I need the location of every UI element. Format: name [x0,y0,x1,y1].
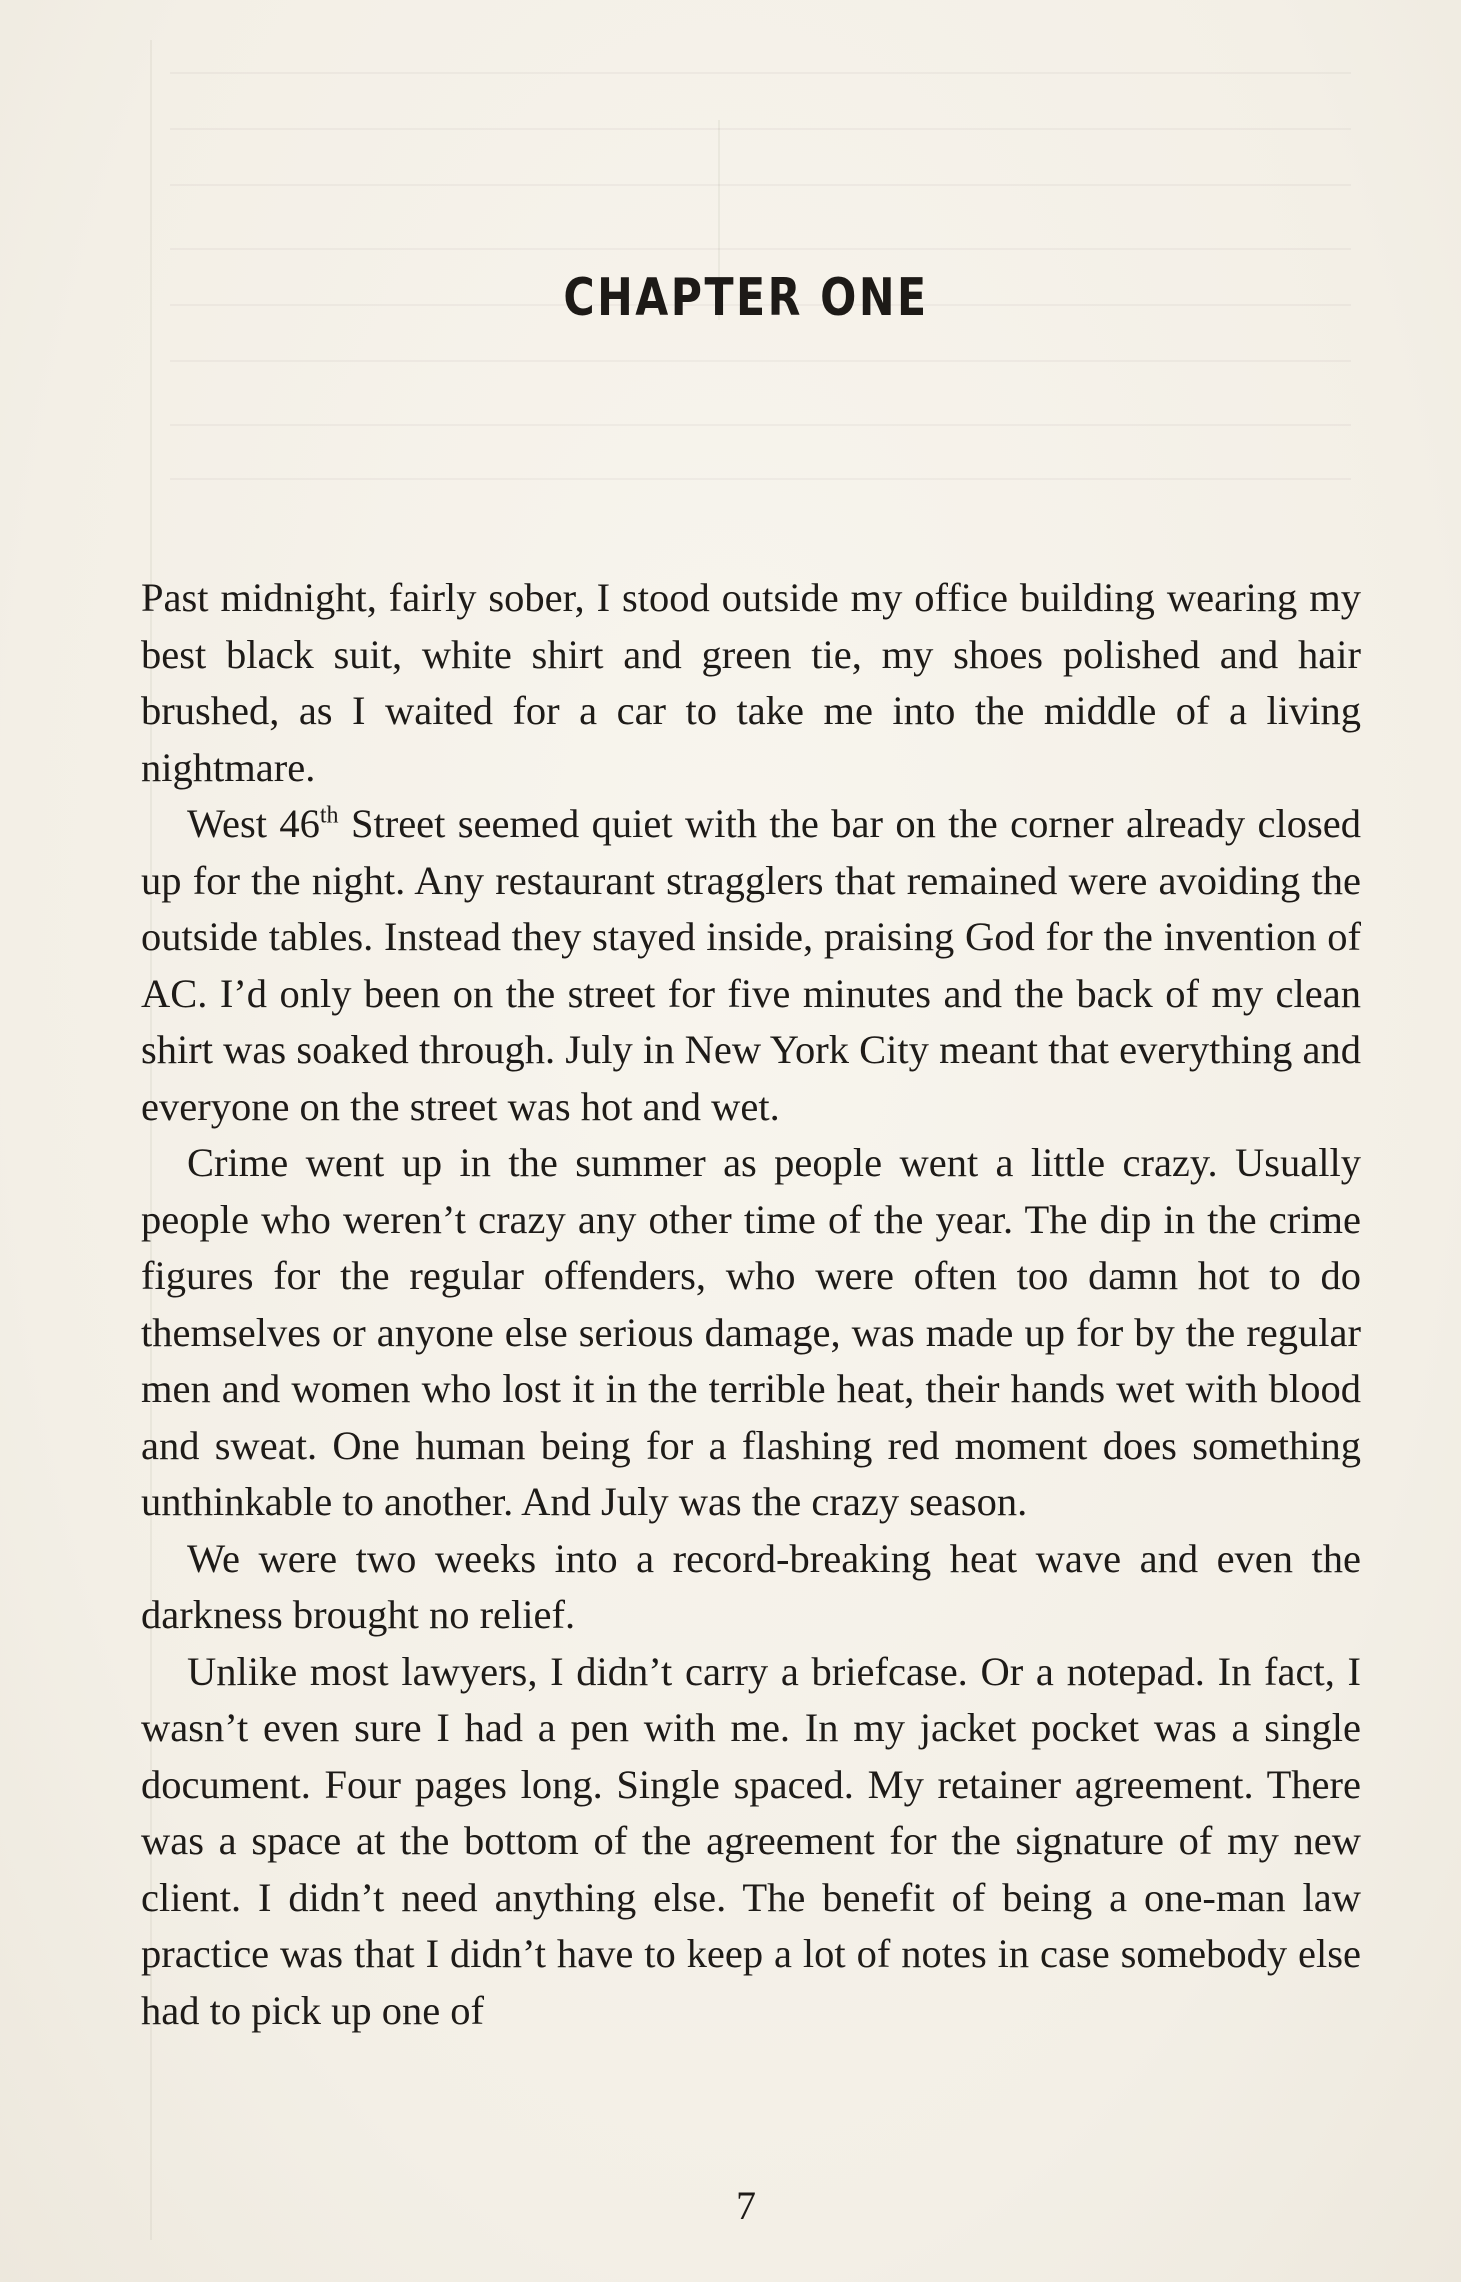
show-through-line [170,360,1351,362]
paragraph [141,796,1361,1135]
chapter-body [141,570,1361,2039]
paragraph: Unlike most lawyers, I didn’t carry a briefcase. Or a notepad. In fact, I wasn’t even sure I had a pen with me. In my jacket pocket was a single document. Four pages long. Single spaced. My retainer agreement. There was a space at the bottom of the agreement for the signature of my new client. I didn’t need anything else. The benefit of being a one-man law practice was that I didn’t have to keep a lot of notes in case somebody else had to pick up one of [141,1648,1361,2033]
paragraph-text-start: West 46 [187,801,320,846]
show-through-line [170,248,1351,250]
ordinal-superscript: th [319,802,339,829]
show-through-line [170,128,1351,130]
show-through-line [170,72,1351,74]
paragraph: Crime went up in the summer as people went a little crazy. Usually people who weren’t crazy any other time of the year. The dip in the crime figures for the regular offenders, who were often too damn hot to do themselves or anyone else serious damage, was made up for by the regular men and women who lost it in the terrible heat, their hands wet with blood and sweat. One human being for a flashing red moment does something unthinkable to another. And July was the crazy season. [141,1140,1361,1524]
show-through-line [170,184,1351,186]
page-number: 7 [736,2183,756,2228]
chapter-title: CHAPTER ONE [563,268,929,328]
paragraph-text-rest: Street seemed quiet with the bar on the corner already closed up for the night. Any restaurant stragglers that remained were avoiding the outside tables. Instead they stayed inside, praising God for the invention of AC. I’d only been on the street for five minutes and the back of my clean shirt was soaked through. July in New York City meant that everything and everyone on the street was hot and wet. [141,801,1361,1129]
show-through-line [170,424,1351,426]
paragraph: Past midnight, fairly sober, I stood outside my office building wearing my best black suit, white shirt and green tie, my shoes polished and hair brushed, as I waited for a car to take me into the middle of a living nightmare. [141,575,1361,790]
show-through-line [170,478,1351,480]
paragraph: We were two weeks into a record-breaking heat wave and even the darkness brought no relief. [141,1535,1361,1637]
